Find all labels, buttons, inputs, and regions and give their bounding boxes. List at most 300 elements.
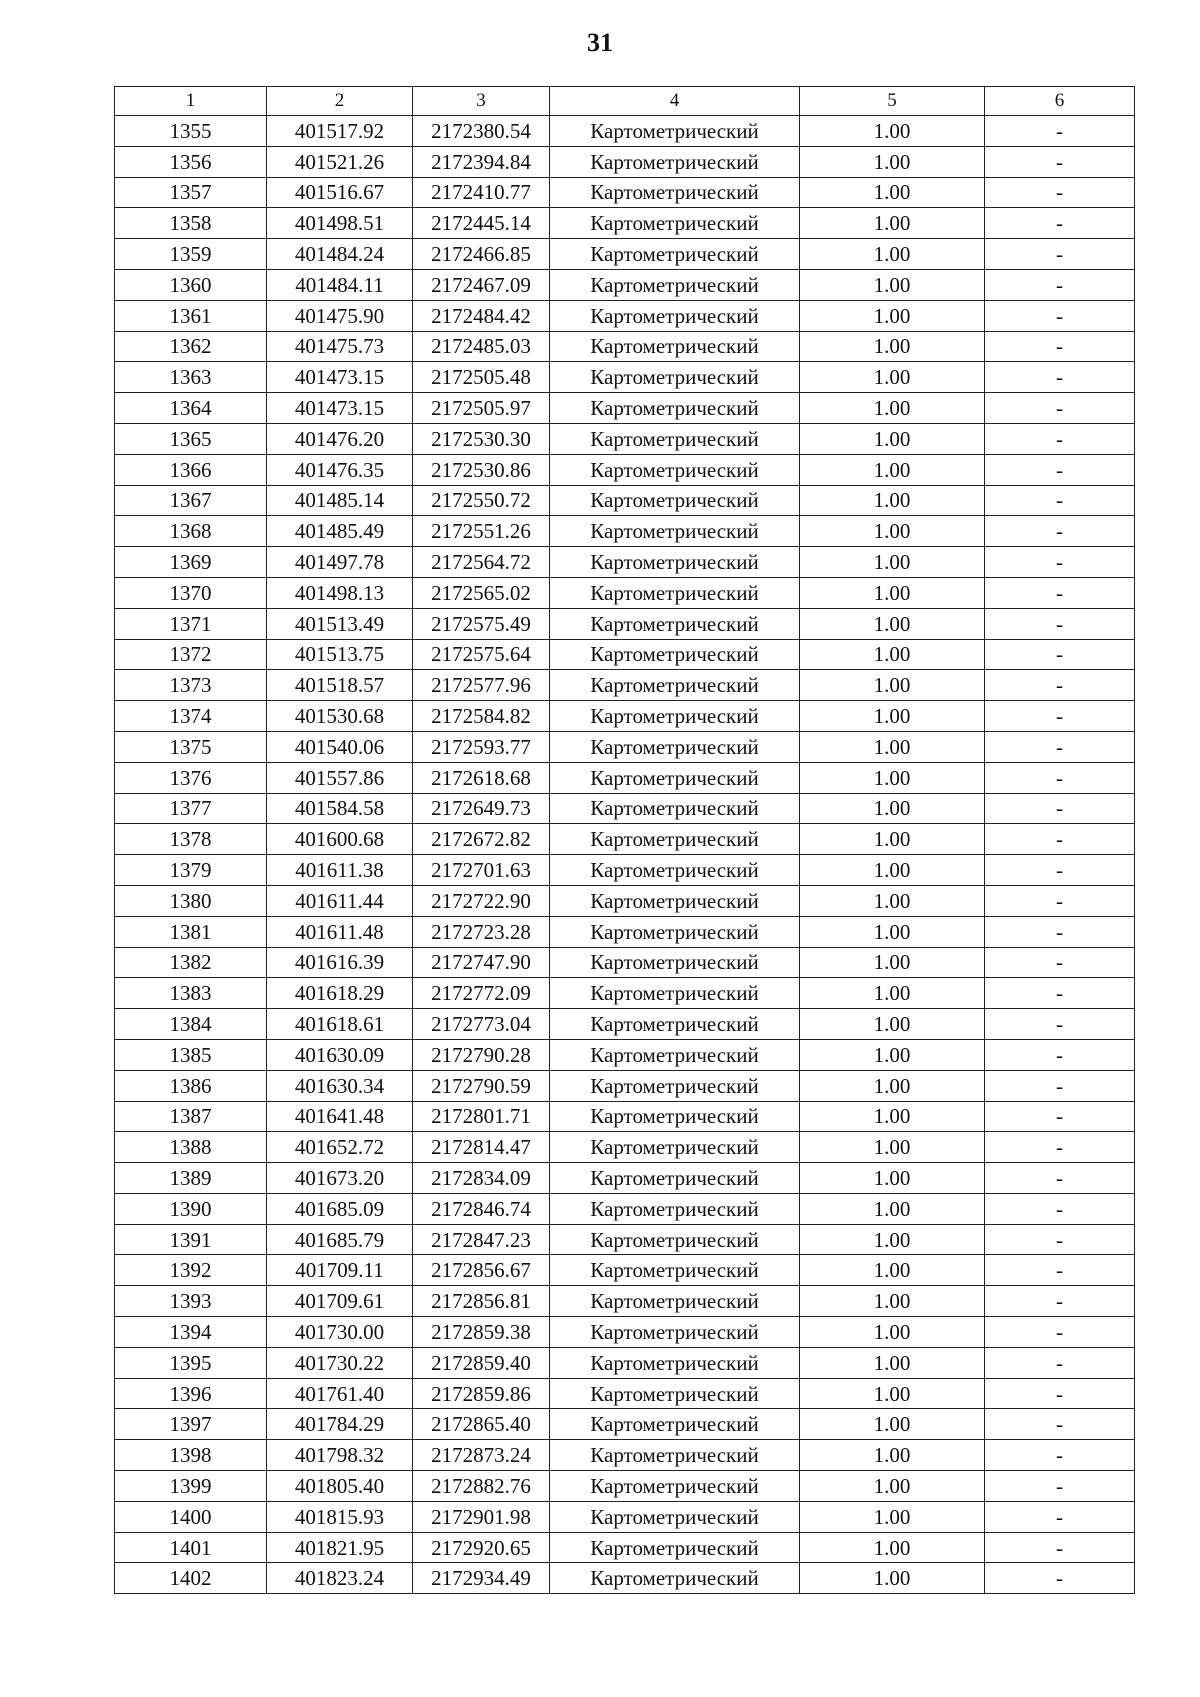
table-row	[115, 1070, 1135, 1101]
method-cell: Картометрический	[550, 670, 800, 701]
x-coordinate-cell: 401484.11	[267, 269, 413, 300]
column-header: 6	[985, 87, 1135, 116]
accuracy-cell: 1.00	[800, 1009, 985, 1040]
accuracy-cell: 1.00	[800, 1471, 985, 1502]
table-row	[115, 331, 1135, 362]
table-row	[115, 916, 1135, 947]
note-cell: -	[985, 1070, 1135, 1101]
x-coordinate-cell: 401473.15	[267, 393, 413, 424]
x-coordinate-cell: 401618.29	[267, 978, 413, 1009]
point-number-cell: 1386	[115, 1070, 267, 1101]
y-coordinate-cell: 2172920.65	[413, 1532, 550, 1563]
y-coordinate-cell: 2172790.59	[413, 1070, 550, 1101]
y-coordinate-cell: 2172901.98	[413, 1501, 550, 1532]
method-cell: Картометрический	[550, 146, 800, 177]
note-cell: -	[985, 454, 1135, 485]
note-cell: -	[985, 208, 1135, 239]
accuracy-cell: 1.00	[800, 639, 985, 670]
x-coordinate-cell: 401485.14	[267, 485, 413, 516]
y-coordinate-cell: 2172856.81	[413, 1286, 550, 1317]
y-coordinate-cell: 2172505.48	[413, 362, 550, 393]
method-cell: Картометрический	[550, 1132, 800, 1163]
x-coordinate-cell: 401815.93	[267, 1501, 413, 1532]
x-coordinate-cell: 401685.09	[267, 1193, 413, 1224]
x-coordinate-cell: 401798.32	[267, 1440, 413, 1471]
note-cell: -	[985, 1409, 1135, 1440]
note-cell: -	[985, 670, 1135, 701]
y-coordinate-cell: 2172649.73	[413, 793, 550, 824]
x-coordinate-cell: 401498.13	[267, 577, 413, 608]
point-number-cell: 1382	[115, 947, 267, 978]
y-coordinate-cell: 2172394.84	[413, 146, 550, 177]
accuracy-cell: 1.00	[800, 1440, 985, 1471]
y-coordinate-cell: 2172773.04	[413, 1009, 550, 1040]
table-row	[115, 1317, 1135, 1348]
accuracy-cell: 1.00	[800, 978, 985, 1009]
accuracy-cell: 1.00	[800, 1255, 985, 1286]
point-number-cell: 1371	[115, 608, 267, 639]
table-row	[115, 1347, 1135, 1378]
table-row	[115, 701, 1135, 732]
method-cell: Картометрический	[550, 116, 800, 147]
method-cell: Картометрический	[550, 1501, 800, 1532]
method-cell: Картометрический	[550, 547, 800, 578]
point-number-cell: 1375	[115, 731, 267, 762]
point-number-cell: 1384	[115, 1009, 267, 1040]
column-header: 3	[413, 87, 550, 116]
column-header: 5	[800, 87, 985, 116]
note-cell: -	[985, 1039, 1135, 1070]
x-coordinate-cell: 401630.34	[267, 1070, 413, 1101]
x-coordinate-cell: 401652.72	[267, 1132, 413, 1163]
table-row	[115, 1224, 1135, 1255]
accuracy-cell: 1.00	[800, 393, 985, 424]
point-number-cell: 1376	[115, 762, 267, 793]
table-row	[115, 116, 1135, 147]
accuracy-cell: 1.00	[800, 547, 985, 578]
note-cell: -	[985, 947, 1135, 978]
point-number-cell: 1392	[115, 1255, 267, 1286]
method-cell: Картометрический	[550, 177, 800, 208]
x-coordinate-cell: 401484.24	[267, 239, 413, 270]
accuracy-cell: 1.00	[800, 1132, 985, 1163]
point-number-cell: 1396	[115, 1378, 267, 1409]
y-coordinate-cell: 2172505.97	[413, 393, 550, 424]
point-number-cell: 1370	[115, 577, 267, 608]
accuracy-cell: 1.00	[800, 423, 985, 454]
method-cell: Картометрический	[550, 485, 800, 516]
note-cell: -	[985, 1440, 1135, 1471]
x-coordinate-cell: 401475.90	[267, 300, 413, 331]
point-number-cell: 1388	[115, 1132, 267, 1163]
accuracy-cell: 1.00	[800, 331, 985, 362]
method-cell: Картометрический	[550, 1255, 800, 1286]
point-number-cell: 1391	[115, 1224, 267, 1255]
note-cell: -	[985, 639, 1135, 670]
table-row	[115, 793, 1135, 824]
accuracy-cell: 1.00	[800, 1193, 985, 1224]
note-cell: -	[985, 1501, 1135, 1532]
method-cell: Картометрический	[550, 1193, 800, 1224]
note-cell: -	[985, 855, 1135, 886]
note-cell: -	[985, 516, 1135, 547]
table-row	[115, 300, 1135, 331]
x-coordinate-cell: 401517.92	[267, 116, 413, 147]
x-coordinate-cell: 401476.35	[267, 454, 413, 485]
note-cell: -	[985, 1132, 1135, 1163]
x-coordinate-cell: 401611.38	[267, 855, 413, 886]
method-cell: Картометрический	[550, 239, 800, 270]
method-cell: Картометрический	[550, 1009, 800, 1040]
accuracy-cell: 1.00	[800, 701, 985, 732]
table-row	[115, 762, 1135, 793]
table-row	[115, 516, 1135, 547]
x-coordinate-cell: 401611.48	[267, 916, 413, 947]
note-cell: -	[985, 1163, 1135, 1194]
y-coordinate-cell: 2172747.90	[413, 947, 550, 978]
method-cell: Картометрический	[550, 331, 800, 362]
y-coordinate-cell: 2172550.72	[413, 485, 550, 516]
point-number-cell: 1380	[115, 885, 267, 916]
table-header-row	[115, 87, 1135, 116]
y-coordinate-cell: 2172856.67	[413, 1255, 550, 1286]
table-row	[115, 639, 1135, 670]
x-coordinate-cell: 401557.86	[267, 762, 413, 793]
y-coordinate-cell: 2172530.30	[413, 423, 550, 454]
accuracy-cell: 1.00	[800, 362, 985, 393]
x-coordinate-cell: 401761.40	[267, 1378, 413, 1409]
table-row	[115, 577, 1135, 608]
method-cell: Картометрический	[550, 1101, 800, 1132]
accuracy-cell: 1.00	[800, 516, 985, 547]
y-coordinate-cell: 2172873.24	[413, 1440, 550, 1471]
point-number-cell: 1374	[115, 701, 267, 732]
table-row	[115, 239, 1135, 270]
point-number-cell: 1377	[115, 793, 267, 824]
column-header: 1	[115, 87, 267, 116]
accuracy-cell: 1.00	[800, 762, 985, 793]
point-number-cell: 1402	[115, 1563, 267, 1594]
method-cell: Картометрический	[550, 1532, 800, 1563]
x-coordinate-cell: 401513.49	[267, 608, 413, 639]
method-cell: Картометрический	[550, 1409, 800, 1440]
point-number-cell: 1398	[115, 1440, 267, 1471]
note-cell: -	[985, 331, 1135, 362]
y-coordinate-cell: 2172814.47	[413, 1132, 550, 1163]
method-cell: Картометрический	[550, 885, 800, 916]
note-cell: -	[985, 1224, 1135, 1255]
table-row	[115, 146, 1135, 177]
note-cell: -	[985, 1255, 1135, 1286]
note-cell: -	[985, 485, 1135, 516]
method-cell: Картометрический	[550, 1039, 800, 1070]
point-number-cell: 1383	[115, 978, 267, 1009]
y-coordinate-cell: 2172618.68	[413, 762, 550, 793]
y-coordinate-cell: 2172846.74	[413, 1193, 550, 1224]
y-coordinate-cell: 2172410.77	[413, 177, 550, 208]
point-number-cell: 1365	[115, 423, 267, 454]
accuracy-cell: 1.00	[800, 454, 985, 485]
method-cell: Картометрический	[550, 1224, 800, 1255]
y-coordinate-cell: 2172859.86	[413, 1378, 550, 1409]
x-coordinate-cell: 401600.68	[267, 824, 413, 855]
accuracy-cell: 1.00	[800, 824, 985, 855]
method-cell: Картометрический	[550, 362, 800, 393]
note-cell: -	[985, 269, 1135, 300]
accuracy-cell: 1.00	[800, 731, 985, 762]
y-coordinate-cell: 2172859.40	[413, 1347, 550, 1378]
note-cell: -	[985, 1009, 1135, 1040]
accuracy-cell: 1.00	[800, 1563, 985, 1594]
note-cell: -	[985, 116, 1135, 147]
accuracy-cell: 1.00	[800, 146, 985, 177]
table-row	[115, 947, 1135, 978]
x-coordinate-cell: 401618.61	[267, 1009, 413, 1040]
note-cell: -	[985, 701, 1135, 732]
point-number-cell: 1400	[115, 1501, 267, 1532]
x-coordinate-cell: 401611.44	[267, 885, 413, 916]
accuracy-cell: 1.00	[800, 239, 985, 270]
x-coordinate-cell: 401641.48	[267, 1101, 413, 1132]
table-row	[115, 362, 1135, 393]
y-coordinate-cell: 2172882.76	[413, 1471, 550, 1502]
point-number-cell: 1363	[115, 362, 267, 393]
method-cell: Картометрический	[550, 393, 800, 424]
table-row	[115, 1501, 1135, 1532]
table-row	[115, 177, 1135, 208]
note-cell: -	[985, 239, 1135, 270]
table-row	[115, 1132, 1135, 1163]
y-coordinate-cell: 2172380.54	[413, 116, 550, 147]
accuracy-cell: 1.00	[800, 485, 985, 516]
point-number-cell: 1359	[115, 239, 267, 270]
method-cell: Картометрический	[550, 947, 800, 978]
note-cell: -	[985, 362, 1135, 393]
method-cell: Картометрический	[550, 1347, 800, 1378]
method-cell: Картометрический	[550, 1163, 800, 1194]
note-cell: -	[985, 1286, 1135, 1317]
x-coordinate-cell: 401709.11	[267, 1255, 413, 1286]
note-cell: -	[985, 1563, 1135, 1594]
point-number-cell: 1360	[115, 269, 267, 300]
accuracy-cell: 1.00	[800, 1532, 985, 1563]
table-row	[115, 485, 1135, 516]
point-number-cell: 1381	[115, 916, 267, 947]
x-coordinate-cell: 401821.95	[267, 1532, 413, 1563]
table-row	[115, 1039, 1135, 1070]
point-number-cell: 1362	[115, 331, 267, 362]
method-cell: Картометрический	[550, 793, 800, 824]
note-cell: -	[985, 547, 1135, 578]
x-coordinate-cell: 401784.29	[267, 1409, 413, 1440]
point-number-cell: 1379	[115, 855, 267, 886]
method-cell: Картометрический	[550, 1070, 800, 1101]
accuracy-cell: 1.00	[800, 1409, 985, 1440]
table-row	[115, 1009, 1135, 1040]
y-coordinate-cell: 2172672.82	[413, 824, 550, 855]
table-row	[115, 731, 1135, 762]
y-coordinate-cell: 2172834.09	[413, 1163, 550, 1194]
point-number-cell: 1368	[115, 516, 267, 547]
x-coordinate-cell: 401530.68	[267, 701, 413, 732]
accuracy-cell: 1.00	[800, 1501, 985, 1532]
coordinates-table	[114, 86, 1135, 1594]
table-row	[115, 208, 1135, 239]
point-number-cell: 1387	[115, 1101, 267, 1132]
method-cell: Картометрический	[550, 762, 800, 793]
table-row	[115, 670, 1135, 701]
x-coordinate-cell: 401521.26	[267, 146, 413, 177]
table-row	[115, 1440, 1135, 1471]
accuracy-cell: 1.00	[800, 1317, 985, 1348]
table-row	[115, 1409, 1135, 1440]
table-body	[115, 87, 1135, 1594]
y-coordinate-cell: 2172577.96	[413, 670, 550, 701]
y-coordinate-cell: 2172865.40	[413, 1409, 550, 1440]
accuracy-cell: 1.00	[800, 916, 985, 947]
point-number-cell: 1366	[115, 454, 267, 485]
note-cell: -	[985, 978, 1135, 1009]
note-cell: -	[985, 793, 1135, 824]
x-coordinate-cell: 401730.00	[267, 1317, 413, 1348]
note-cell: -	[985, 1532, 1135, 1563]
note-cell: -	[985, 1471, 1135, 1502]
method-cell: Картометрический	[550, 423, 800, 454]
accuracy-cell: 1.00	[800, 1070, 985, 1101]
table-row	[115, 454, 1135, 485]
point-number-cell: 1395	[115, 1347, 267, 1378]
method-cell: Картометрический	[550, 639, 800, 670]
accuracy-cell: 1.00	[800, 608, 985, 639]
method-cell: Картометрический	[550, 1471, 800, 1502]
method-cell: Картометрический	[550, 731, 800, 762]
y-coordinate-cell: 2172466.85	[413, 239, 550, 270]
accuracy-cell: 1.00	[800, 1224, 985, 1255]
point-number-cell: 1356	[115, 146, 267, 177]
y-coordinate-cell: 2172445.14	[413, 208, 550, 239]
method-cell: Картометрический	[550, 1440, 800, 1471]
note-cell: -	[985, 731, 1135, 762]
accuracy-cell: 1.00	[800, 855, 985, 886]
accuracy-cell: 1.00	[800, 947, 985, 978]
x-coordinate-cell: 401709.61	[267, 1286, 413, 1317]
x-coordinate-cell: 401616.39	[267, 947, 413, 978]
y-coordinate-cell: 2172722.90	[413, 885, 550, 916]
note-cell: -	[985, 1101, 1135, 1132]
note-cell: -	[985, 824, 1135, 855]
point-number-cell: 1378	[115, 824, 267, 855]
method-cell: Картометрический	[550, 824, 800, 855]
accuracy-cell: 1.00	[800, 208, 985, 239]
note-cell: -	[985, 1347, 1135, 1378]
y-coordinate-cell: 2172484.42	[413, 300, 550, 331]
note-cell: -	[985, 177, 1135, 208]
y-coordinate-cell: 2172575.49	[413, 608, 550, 639]
column-header: 4	[550, 87, 800, 116]
y-coordinate-cell: 2172790.28	[413, 1039, 550, 1070]
x-coordinate-cell: 401485.49	[267, 516, 413, 547]
x-coordinate-cell: 401730.22	[267, 1347, 413, 1378]
table-row	[115, 547, 1135, 578]
y-coordinate-cell: 2172772.09	[413, 978, 550, 1009]
method-cell: Картометрический	[550, 978, 800, 1009]
point-number-cell: 1389	[115, 1163, 267, 1194]
accuracy-cell: 1.00	[800, 670, 985, 701]
table-row	[115, 393, 1135, 424]
y-coordinate-cell: 2172847.23	[413, 1224, 550, 1255]
y-coordinate-cell: 2172934.49	[413, 1563, 550, 1594]
method-cell: Картометрический	[550, 1378, 800, 1409]
x-coordinate-cell: 401513.75	[267, 639, 413, 670]
x-coordinate-cell: 401498.51	[267, 208, 413, 239]
point-number-cell: 1372	[115, 639, 267, 670]
note-cell: -	[985, 1317, 1135, 1348]
note-cell: -	[985, 423, 1135, 454]
x-coordinate-cell: 401497.78	[267, 547, 413, 578]
point-number-cell: 1361	[115, 300, 267, 331]
note-cell: -	[985, 885, 1135, 916]
table-row	[115, 608, 1135, 639]
y-coordinate-cell: 2172801.71	[413, 1101, 550, 1132]
note-cell: -	[985, 146, 1135, 177]
table-row	[115, 423, 1135, 454]
table-row	[115, 1286, 1135, 1317]
method-cell: Картометрический	[550, 577, 800, 608]
method-cell: Картометрический	[550, 855, 800, 886]
table-row	[115, 855, 1135, 886]
method-cell: Картометрический	[550, 916, 800, 947]
table-row	[115, 1378, 1135, 1409]
method-cell: Картометрический	[550, 300, 800, 331]
method-cell: Картометрический	[550, 1286, 800, 1317]
x-coordinate-cell: 401673.20	[267, 1163, 413, 1194]
y-coordinate-cell: 2172584.82	[413, 701, 550, 732]
accuracy-cell: 1.00	[800, 1347, 985, 1378]
table-row	[115, 885, 1135, 916]
x-coordinate-cell: 401584.58	[267, 793, 413, 824]
point-number-cell: 1390	[115, 1193, 267, 1224]
point-number-cell: 1373	[115, 670, 267, 701]
point-number-cell: 1358	[115, 208, 267, 239]
table-row	[115, 1471, 1135, 1502]
x-coordinate-cell: 401516.67	[267, 177, 413, 208]
table-row	[115, 269, 1135, 300]
point-number-cell: 1394	[115, 1317, 267, 1348]
accuracy-cell: 1.00	[800, 577, 985, 608]
method-cell: Картометрический	[550, 701, 800, 732]
accuracy-cell: 1.00	[800, 1378, 985, 1409]
y-coordinate-cell: 2172467.09	[413, 269, 550, 300]
y-coordinate-cell: 2172593.77	[413, 731, 550, 762]
accuracy-cell: 1.00	[800, 793, 985, 824]
y-coordinate-cell: 2172551.26	[413, 516, 550, 547]
x-coordinate-cell: 401475.73	[267, 331, 413, 362]
note-cell: -	[985, 577, 1135, 608]
method-cell: Картометрический	[550, 516, 800, 547]
method-cell: Картометрический	[550, 1563, 800, 1594]
point-number-cell: 1401	[115, 1532, 267, 1563]
method-cell: Картометрический	[550, 608, 800, 639]
point-number-cell: 1367	[115, 485, 267, 516]
accuracy-cell: 1.00	[800, 269, 985, 300]
x-coordinate-cell: 401476.20	[267, 423, 413, 454]
note-cell: -	[985, 916, 1135, 947]
point-number-cell: 1397	[115, 1409, 267, 1440]
accuracy-cell: 1.00	[800, 1101, 985, 1132]
point-number-cell: 1393	[115, 1286, 267, 1317]
point-number-cell: 1364	[115, 393, 267, 424]
x-coordinate-cell: 401518.57	[267, 670, 413, 701]
